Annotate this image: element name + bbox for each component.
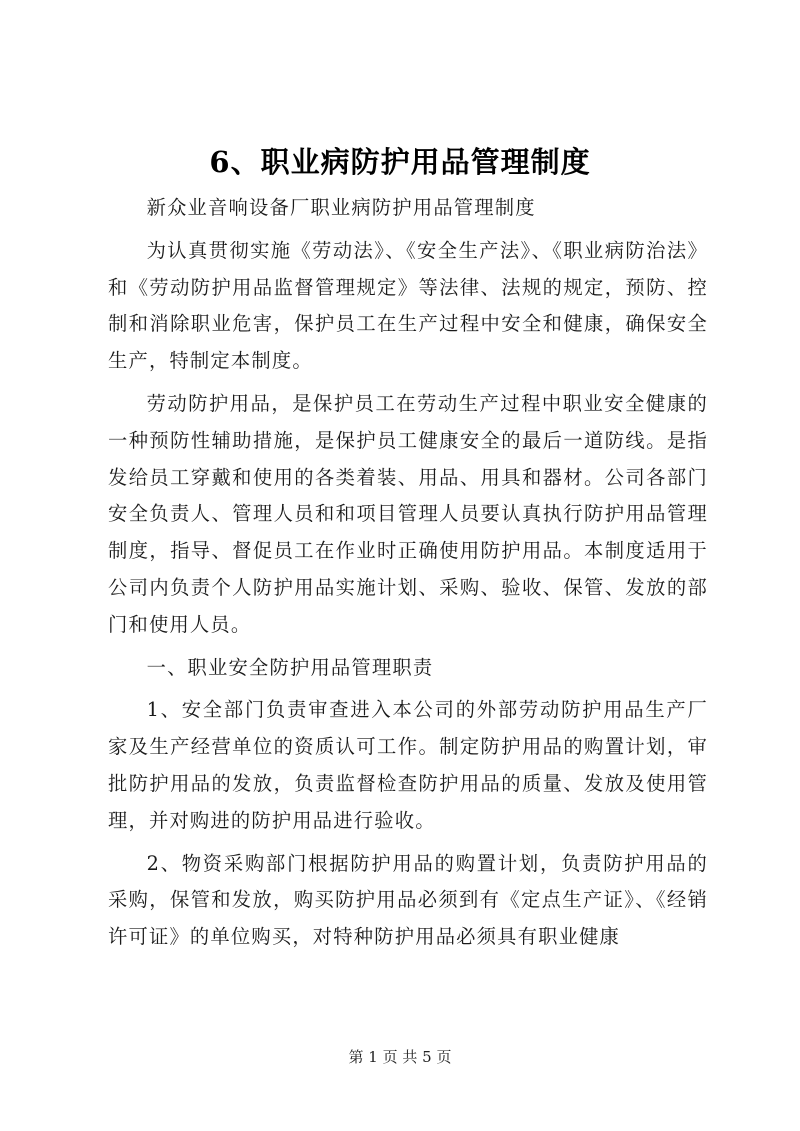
paragraph-definition: 劳动防护用品，是保护员工在劳动生产过程中职业安全健康的一种预防性辅助措施，是保护员工健康安全的最后一道防线。是指发给员工穿戴和使用的各类着装、用品、用具和器材。公司各部门安全负责人、管理人员和和项目管理人员要认真执行防护用品管理制度，指导、督促员工在作业时正确使用防护用品。本制度适用于公司内负责个人防护用品实施计划、采购、验收、保管、发放的部门和使用人员。 — [108, 391, 708, 636]
page-footer: 第 1 页 共 5 页 — [348, 1048, 452, 1066]
section-heading-responsibilities: 一、职业安全防护用品管理职责 — [146, 655, 434, 679]
paragraph-item-1: 1、安全部门负责审查进入本公司的外部劳动防护用品生产厂家及生产经营单位的资质认可工作。制定防护用品的购置计划，审批防护用品的发放，负责监督检查防护用品的质量、发放及使用管理，并对购进的防护用品进行验收。 — [108, 698, 708, 832]
paragraph-item-2: 2、物资采购部门根据防护用品的购置计划，负责防护用品的采购，保管和发放，购买防护用品必须到有《定点生产证》、《经销许可证》的单位购买，对特种防护用品必须具有职业健康 — [108, 851, 708, 949]
paragraph-intro: 为认真贯彻实施《劳动法》、《安全生产法》、《职业病防治法》和《劳动防护用品监督管理规定》等法律、法规的规定，预防、控制和消除职业危害，保护员工在生产过程中安全和健康，确保安全生产，特制定本制度。 — [108, 238, 708, 373]
document-title: 6、职业病防护用品管理制度 — [209, 145, 591, 179]
document-subtitle: 新众业音响设备厂职业病防护用品管理制度 — [146, 196, 536, 219]
document-body — [108, 190, 708, 962]
